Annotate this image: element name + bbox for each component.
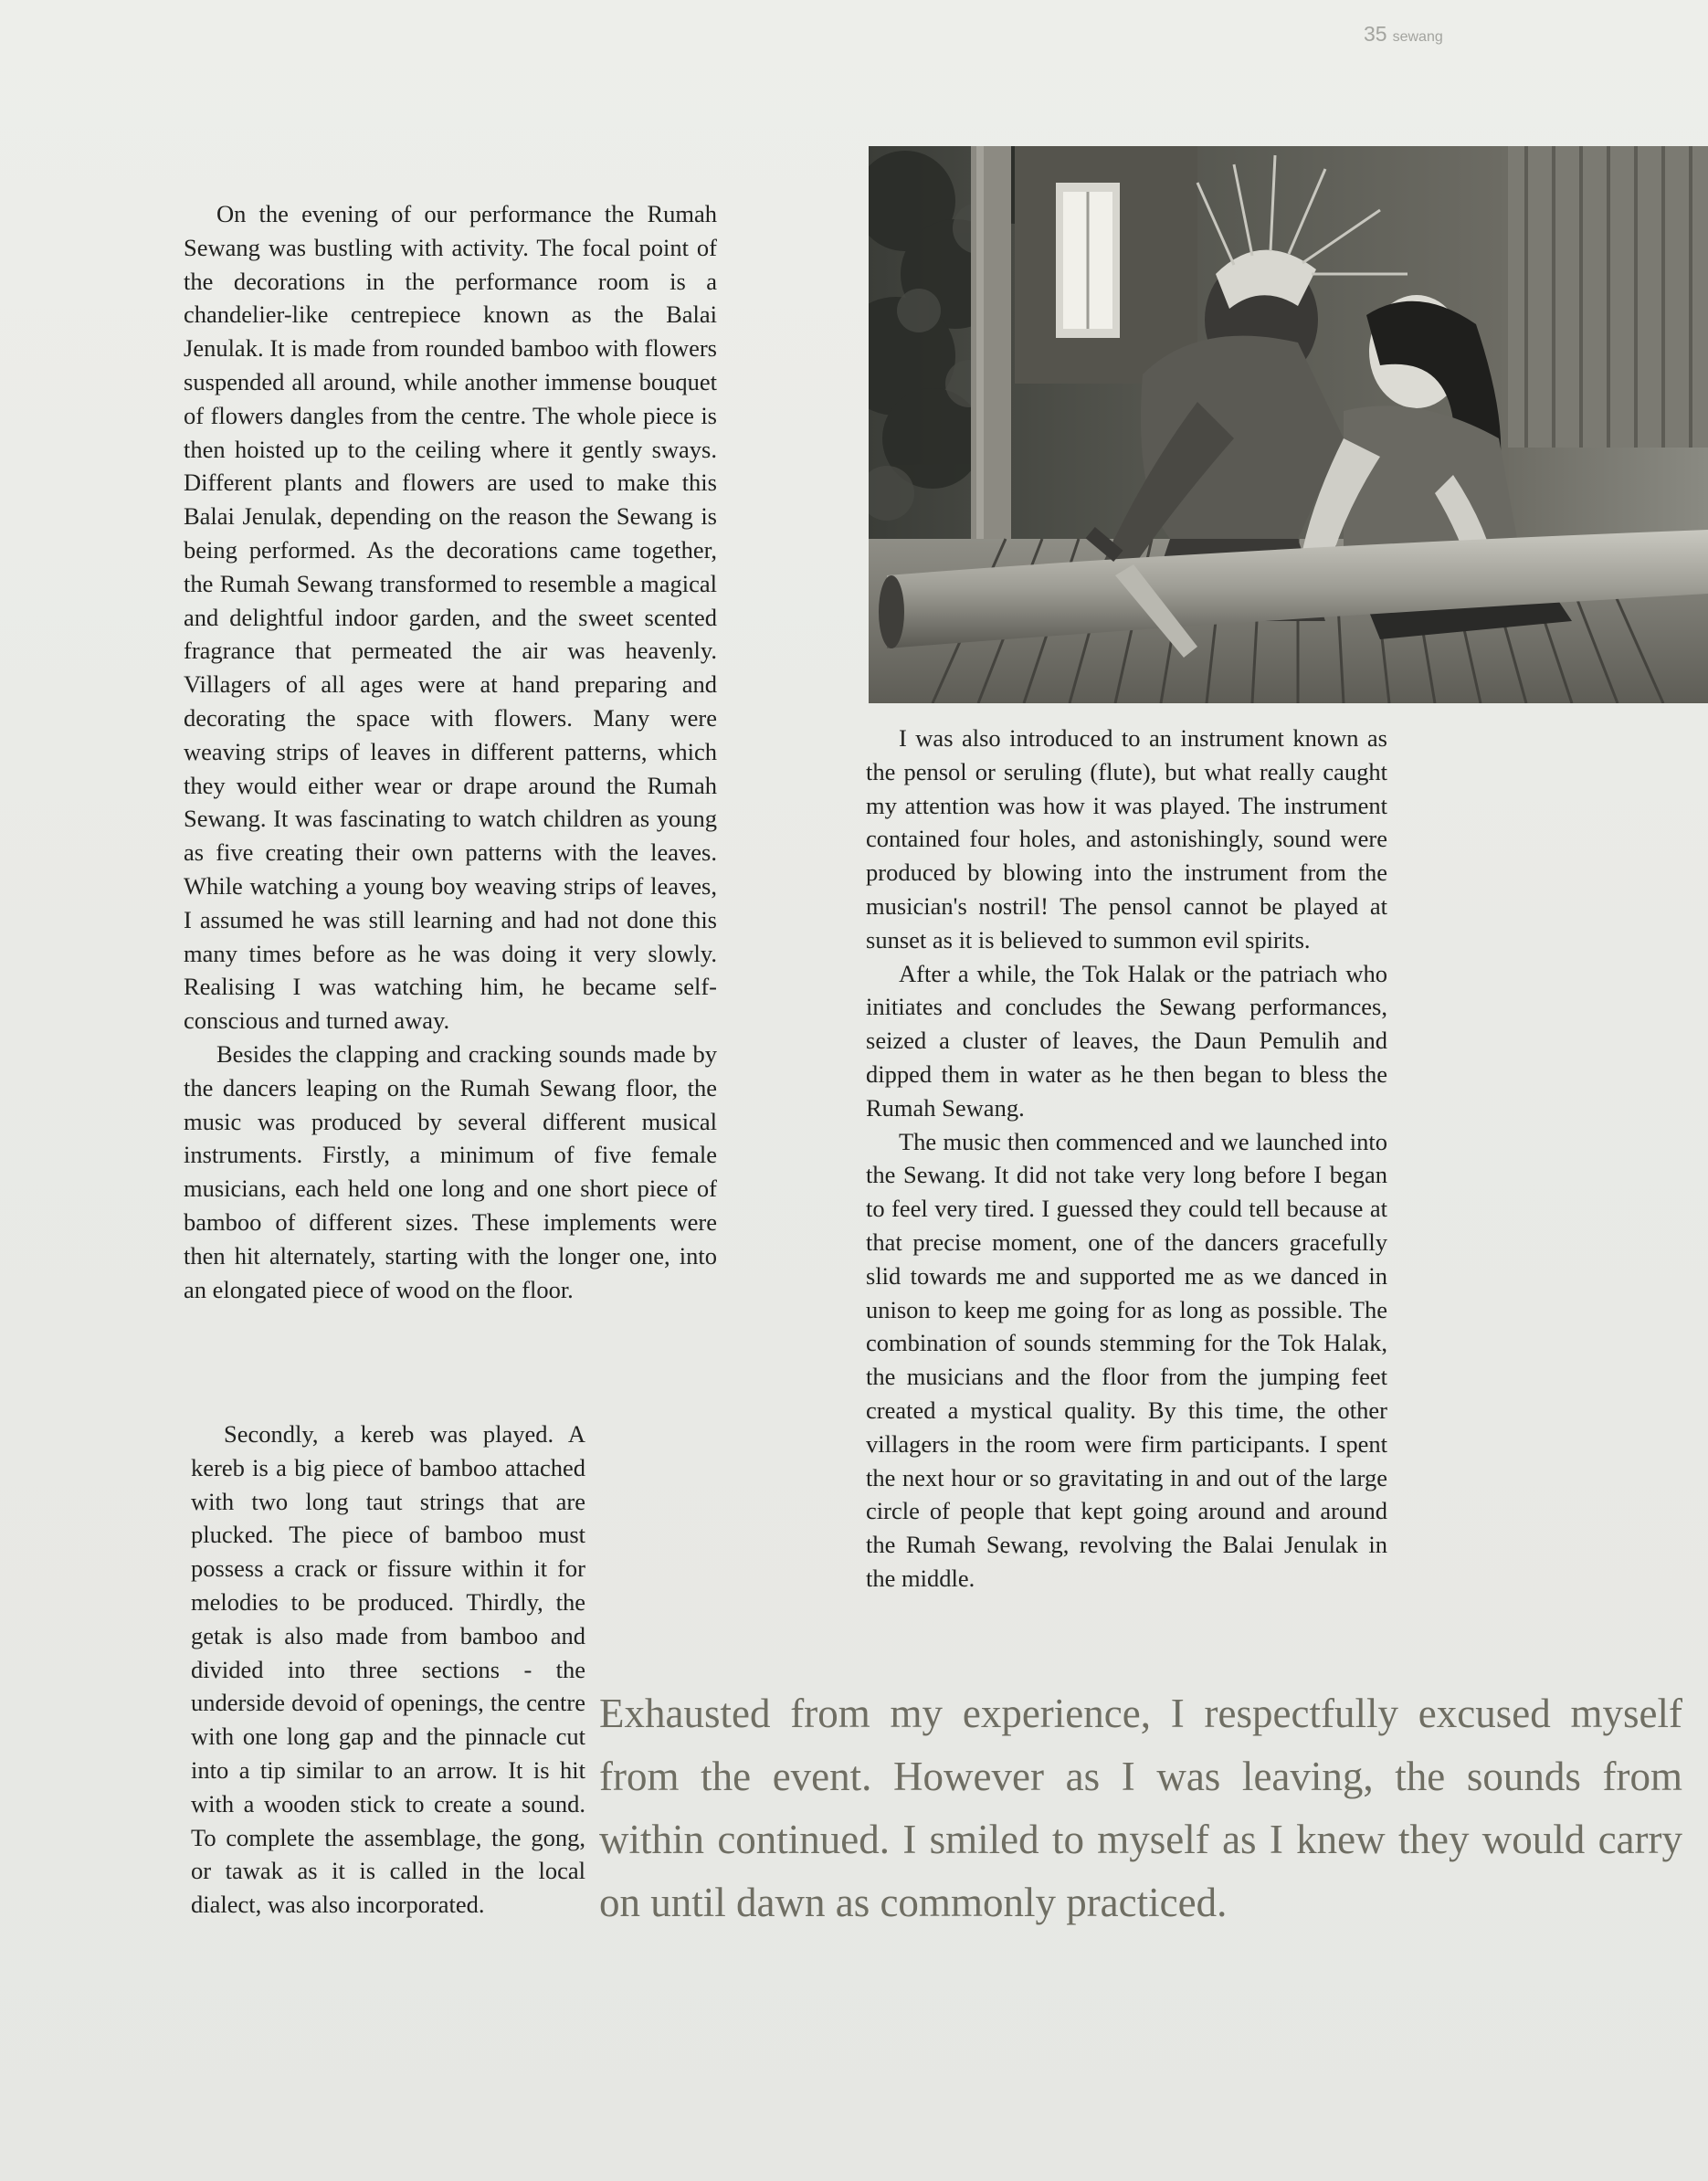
photograph-illustration xyxy=(869,146,1708,703)
paragraph-sewang-dance: The music then commenced and we launched into the Sewang. It did not take very long before I began to feel very tired. I guessed they could tell because at that precise moment, one of the dancers gracefully slid towards me and supported me as we danced in unison to keep me going for as long as possible. The combination of sounds stemming for the Tok Halak, the musicians and the floor from the jumping feet created a mystical quality. By this time, the other villagers in the room were firm participants. I spent the next hour or so gravitating in and out of the large circle of people that kept going around and around the Rumah Sewang, revolving the Balai Jenulak in the middle. xyxy=(866,1127,1387,1592)
page-number: 35 xyxy=(1364,22,1387,46)
page-folio xyxy=(1364,22,1443,47)
left-column-lower-text xyxy=(191,1417,585,1922)
paragraph-tok-halak: After a while, the Tok Halak or the patriach who initiates and concludes the Sewang performances, seized a cluster of leaves, the Daun Pemulih and dipped them in water as he then began to bless the Rumah Sewang. xyxy=(866,959,1387,1122)
right-column-text xyxy=(866,722,1387,1596)
paragraph-instruments: Besides the clapping and cracking sounds made by the dancers leaping on the Rumah Sewang floor, the music was produced by several different musical instruments. Firstly, a minimum of five female musicians, each held one long and one short piece of bamboo of different sizes. These implements were then hit alternately, starting with the longer one, into an elongated piece of wood on the floor. xyxy=(184,1039,717,1303)
paragraph-pensol: I was also introduced to an instrument known as the pensol or seruling (flute), but what really caught my attention was how it was played. The instrument contained four holes, and astonishingly, sound were produced by blowing into the instrument from the musician's nostril! The pensol cannot be played at sunset as it is believed to summon evil spirits. xyxy=(866,724,1387,954)
paragraph-decorations: On the evening of our performance the Rumah Sewang was bustling with activity. The focal point of the decorations in the performance room is a chandelier-like centrepiece known as the Balai Jenulak. It is made from rounded bamboo with flowers suspended all around, while another immense bouquet of flowers dangles from the centre. The whole piece is then hoisted up to the ceiling where it gently sways. Different plants and flowers are used to make this Balai Jenulak, depending on the reason the Sewang is being performed. As the decorations came together, the Rumah Sewang transformed to resemble a magical and delightful indoor garden, and the sweet scented fragrance that permeated the air was heavenly. Villagers of all ages were at hand preparing and decorating the space with flowers. Many were weaving strips of leaves in different patterns, which they would either wear or drape around the Rumah Sewang. It was fascinating to watch children as young as five creating their own patterns with the leaves. While watching a young boy weaving strips of leaves, I assumed he was still learning and had not done this many times before as he was doing it very slowly. Realising I was watching him, he became self-conscious and turned away. xyxy=(184,200,717,1035)
photograph-bamboo-floor xyxy=(869,146,1708,703)
paragraph-kereb-getak: Secondly, a kereb was played. A kereb is a big piece of bamboo attached with two long taut strings that are plucked. The piece of bamboo must possess a crack or fissure within it for melodies to be produced. Thirdly, the getak is also made from bamboo and divided into three sections - the underside devoid of openings, the centre with one long gap and the pinnacle cut into a tip similar to an arrow. It is hit with a wooden stick to create a sound. To complete the assemblage, the gong, or tawak as it is called in the local dialect, was also incorporated. xyxy=(191,1420,585,1919)
left-column-text xyxy=(184,197,717,1306)
pull-quote: Exhausted from my experience, I respectfully excused myself from the event. However as I was leaving, the sounds from within continued. I smiled to myself as I knew they would carry on until dawn as commonly practiced. xyxy=(599,1691,1682,1925)
section-label: sewang xyxy=(1392,29,1443,45)
